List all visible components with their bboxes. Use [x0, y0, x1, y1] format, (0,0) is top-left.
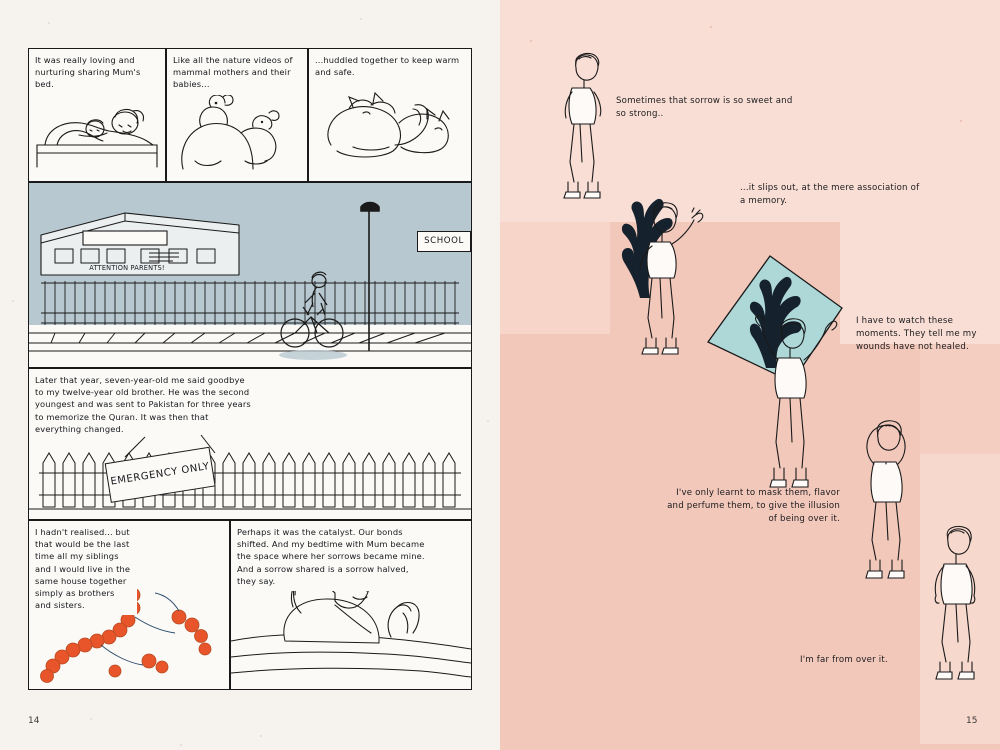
panel-2-caption: Like all the nature videos of mammal mothers and their babies... [167, 49, 308, 95]
right-page [500, 0, 1000, 750]
comic-panel-5 [28, 368, 472, 520]
right-caption-4: I've only learnt to mask them, flavor and perfume them, to give the illusion of being over it. [667, 488, 840, 524]
panel-1-caption: It was really loving and nurturing sharing Mum's bed. [29, 49, 166, 95]
right-caption-1: Sometimes that sorrow is so sweet and so strong.. [616, 96, 793, 119]
step-block-2 [500, 222, 610, 334]
school-sign: SCHOOL [417, 231, 471, 252]
figure-carrying-gem [748, 310, 848, 500]
attention-parents-sign-text: ATTENTION PARENTS! [89, 264, 165, 272]
right-caption-2: ...it slips out, at the mere association of a memory. [740, 183, 920, 206]
panel-5-caption: Later that year, seven-year-old me said goodbye to my twelve-year old brother. He was the second youngest and was sent to Pakistan for three years to memorize the Quran. It was then that everything changed. [29, 369, 261, 439]
comic-panel-3 [308, 48, 472, 182]
right-caption-5: I'm far from over it. [800, 655, 888, 665]
right-caption-3: I have to watch these moments. They tell me my wounds have not healed. [856, 316, 977, 352]
panel-6-caption: I hadn't realised... but that would be the last time all my siblings and I would live in the same house together simply as brothers and sisters. [29, 521, 137, 615]
emergency-only-sign: EMERGENCY ONLY [105, 447, 214, 501]
panel-3-caption: ...huddled together to keep warm and safe. [309, 49, 472, 82]
left-page-number: 14 [28, 716, 40, 726]
right-page-number: 15 [966, 716, 978, 726]
comic-panel-2 [166, 48, 308, 182]
comic-panel-7 [230, 520, 472, 690]
comic-panel-4 [28, 182, 472, 368]
comic-panel-6 [28, 520, 230, 690]
panel-7-caption: Perhaps it was the catalyst. Our bonds shifted. And my bedtime with Mum became the space where her sorrows became mine. And a sorrow shared is a sorrow halved, they say. [231, 521, 431, 591]
comic-panel-1 [28, 48, 166, 182]
